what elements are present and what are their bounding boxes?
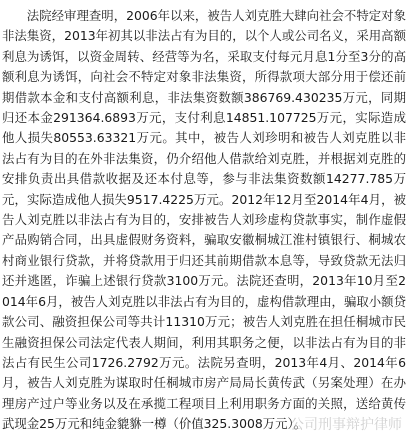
watermark-text: 公司刑事辩护律师 bbox=[290, 417, 402, 433]
judgment-paragraph: 法院经审理查明，2006年以来，被告人刘克胜大肆向社会不特定对象非法集资，2013年初其以非法占有为目的，以个人或公司名义，采用高额利息为诱饵，以资金周转、经营等为名，采取支付每元月息1分至3分的高额利息为诱饵，向社会不特定对象非法集资，所得款项大部分用于偿还前期借款本金和支付高额利息，非法集资数额386769.430235万元，同期归还本金291364.6893万元，支付利息14851.107725万元，实际造成他人损失80553.63321万元。其中，被告人刘珍明和被告人刘克胜以非法占有为目的在外非法集资，仍介绍他人借款给刘克胜，并根据刘克胜的安排负责出具借款收据及还本付息等，参与非法集资数额14277.785万元，实际造成他人损失9517.4225万元。2012年12月至2014年4月，被告人刘克胜以非法占有为目的，安排被告人刘珍虚构贷款事实，制作虚假产品购销合同，出具虚假财务资料，骗取安徽桐城江淮村镇银行、桐城农村商业银行贷款，并将贷款用于归还其前期借款本息等，导致贷款无法归还并逃匿，诈骗上述银行贷款3100万元。法院还查明，2013年10月至2014年6月，被告人刘克胜以非法占有为目的，虚构借款理由，骗取小额贷款公司、融资担保公司等共计11310万元；被告人刘克胜在担任桐城市民生融资担保公司法定代表人期间，利用其职务之便，以非法占有为目的非法占有民生公司1726.2792万元。法院另查明，2013年4月、2014年6月，被告人刘克胜为谋取时任桐城市房产局局长黄传武（另案处理）在办理房产过户等业务以及在承揽工程项目上利用职务方面的关照，送给黄传武现金25万元和纯金貔貅一樽（价值325.3008万元）。 bbox=[2, 8, 406, 432]
